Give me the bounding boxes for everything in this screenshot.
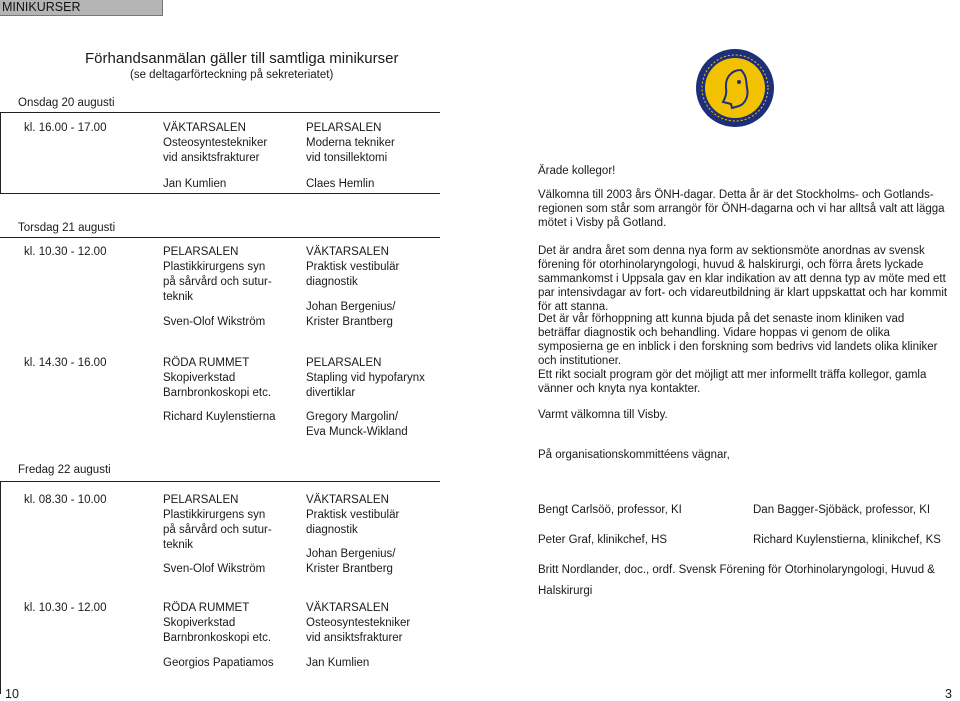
presenter: Claes Hemlin bbox=[306, 178, 375, 190]
divider bbox=[0, 481, 1, 694]
divider bbox=[0, 193, 440, 194]
course-title-line: diagnostik bbox=[306, 276, 358, 288]
page-subtitle: (se deltagarförteckning på sekreteriatet) bbox=[130, 69, 334, 81]
letter-paragraph: Ett rikt socialt program gör det möjligt att mer informellt träffa kollegor, gamla vänner och knyta nya kontakter. bbox=[538, 369, 927, 395]
session-a bbox=[163, 245, 272, 305]
letter-paragraph: Det är vår förhoppning att kunna bjuda på det senaste inom kliniken vad beträffar diagnostik och behandling. Vidare hoppas vi genom de olika symposierna ge en inblick i den forskning som bedrivs vid landets olika kliniker och institutioner. bbox=[538, 313, 938, 367]
committee-member: Richard Kuylenstierna, klinikchef, KS bbox=[753, 534, 941, 546]
page-number-right: 3 bbox=[945, 687, 952, 701]
room-name: VÄKTARSALEN bbox=[163, 122, 246, 134]
section-header-label: MINIKURSER bbox=[2, 0, 81, 14]
course-title-line: Osteosyntestekniker bbox=[306, 617, 411, 629]
course-title-line: Praktisk vestibulär bbox=[306, 261, 400, 273]
session-a bbox=[163, 121, 267, 166]
course-title-line: Praktisk vestibulär bbox=[306, 509, 400, 521]
presenter: Richard Kuylenstierna bbox=[163, 411, 276, 423]
presenter: Sven-Olof Wikström bbox=[163, 563, 266, 575]
committee-member: Halskirurgi bbox=[538, 585, 593, 597]
course-title-line: på sårvård och sutur- bbox=[163, 276, 272, 288]
course-title-line: Stapling vid hypofarynx bbox=[306, 372, 425, 384]
course-title-line: på sårvård och sutur- bbox=[163, 524, 272, 536]
course-title-line: teknik bbox=[163, 539, 194, 551]
room-name: VÄKTARSALEN bbox=[306, 602, 389, 614]
divider bbox=[0, 237, 440, 238]
presenter: Johan Bergenius/ bbox=[306, 548, 396, 560]
page-number-left: 10 bbox=[5, 687, 19, 701]
room-name: PELARSALEN bbox=[306, 357, 382, 369]
session-time: kl. 08.30 - 10.00 bbox=[24, 494, 107, 506]
room-name: PELARSALEN bbox=[306, 122, 382, 134]
session-b bbox=[306, 356, 425, 401]
session-b bbox=[306, 121, 395, 166]
presenter: Gregory Margolin/ bbox=[306, 411, 399, 423]
course-title-line: Plastikkirurgens syn bbox=[163, 509, 266, 521]
room-name: PELARSALEN bbox=[163, 494, 239, 506]
committee-member: Bengt Carlsöö, professor, KI bbox=[538, 504, 682, 516]
session-a bbox=[163, 493, 272, 553]
course-title-line: divertiklar bbox=[306, 387, 356, 399]
divider bbox=[0, 481, 440, 482]
session-a bbox=[163, 356, 271, 401]
course-title-line: diagnostik bbox=[306, 524, 358, 536]
session-time: kl. 10.30 - 12.00 bbox=[24, 246, 107, 258]
day-label-thursday: Torsdag 21 augusti bbox=[18, 222, 116, 234]
room-name: VÄKTARSALEN bbox=[306, 494, 389, 506]
presenter: Eva Munck-Wikland bbox=[306, 426, 408, 438]
session-time: kl. 10.30 - 12.00 bbox=[24, 602, 107, 614]
session-b bbox=[306, 601, 410, 646]
committee-member: Peter Graf, klinikchef, HS bbox=[538, 534, 668, 546]
divider bbox=[0, 112, 1, 194]
course-title-line: Skopiverkstad bbox=[163, 617, 236, 629]
session-a bbox=[163, 601, 271, 646]
committee-member: Dan Bagger-Sjöbäck, professor, KI bbox=[753, 504, 931, 516]
course-title-line: vid ansiktsfrakturer bbox=[306, 632, 403, 644]
course-title-line: Moderna tekniker bbox=[306, 137, 395, 149]
course-title-line: Barnbronkoskopi etc. bbox=[163, 632, 272, 644]
course-title-line: vid ansiktsfrakturer bbox=[163, 152, 260, 164]
presenter: Jan Kumlien bbox=[306, 657, 370, 669]
day-label-friday: Fredag 22 augusti bbox=[18, 464, 111, 476]
course-title-line: Osteosyntestekniker bbox=[163, 137, 268, 149]
session-b bbox=[306, 493, 399, 538]
presenter: Krister Brantberg bbox=[306, 563, 393, 575]
room-name: PELARSALEN bbox=[163, 246, 239, 258]
session-time: kl. 16.00 - 17.00 bbox=[24, 122, 107, 134]
letter-welcome: Välkomna till 2003 års ÖNH-dagar. Detta år är det Stockholms- och Gotlands-regionen som står som arrangör för ÖNH-dagarna och vi har alltså valt att lägga mötet i Visby på Gotland. bbox=[538, 189, 945, 229]
letter-greeting: Ärade kollegor! bbox=[538, 165, 616, 177]
presenter: Krister Brantberg bbox=[306, 316, 393, 328]
presenter: Sven-Olof Wikström bbox=[163, 316, 266, 328]
course-title-line: Plastikkirurgens syn bbox=[163, 261, 266, 273]
section-header bbox=[0, 0, 163, 16]
day-label-wednesday: Onsdag 20 augusti bbox=[18, 97, 115, 109]
presenter: Georgios Papatiamos bbox=[163, 657, 274, 669]
letter-signoff: På organisationskommittéens vägnar, bbox=[538, 449, 730, 461]
course-title-line: teknik bbox=[163, 291, 194, 303]
room-name: RÖDA RUMMET bbox=[163, 357, 250, 369]
society-seal-icon bbox=[695, 48, 775, 128]
course-title-line: Skopiverkstad bbox=[163, 372, 236, 384]
page-title: Förhandsanmälan gäller till samtliga minikurser bbox=[85, 50, 399, 67]
session-b bbox=[306, 245, 399, 290]
session-time: kl. 14.30 - 16.00 bbox=[24, 357, 107, 369]
presenter: Jan Kumlien bbox=[163, 178, 227, 190]
letter-paragraph: Det är andra året som denna nya form av sektionsmöte anordnas av svensk förening för otorhinolaryngologi, huvud & halskirurgi, och förra årets lyckade sammankomst i Uppsala gav en klar indikation av att denna typ av möte med ett par intensivdagar av fort- och vidareutbildning är klart uppskattat och har kommit för att stanna. bbox=[538, 245, 948, 313]
letter-closing: Varmt välkomna till Visby. bbox=[538, 409, 668, 421]
room-name: VÄKTARSALEN bbox=[306, 246, 389, 258]
course-title-line: Barnbronkoskopi etc. bbox=[163, 387, 272, 399]
committee-member: Britt Nordlander, doc., ordf. Svensk Förening för Otorhinolaryngologi, Huvud & bbox=[538, 564, 935, 576]
room-name: RÖDA RUMMET bbox=[163, 602, 250, 614]
course-title-line: vid tonsillektomi bbox=[306, 152, 388, 164]
presenter: Johan Bergenius/ bbox=[306, 301, 396, 313]
divider bbox=[0, 112, 440, 113]
